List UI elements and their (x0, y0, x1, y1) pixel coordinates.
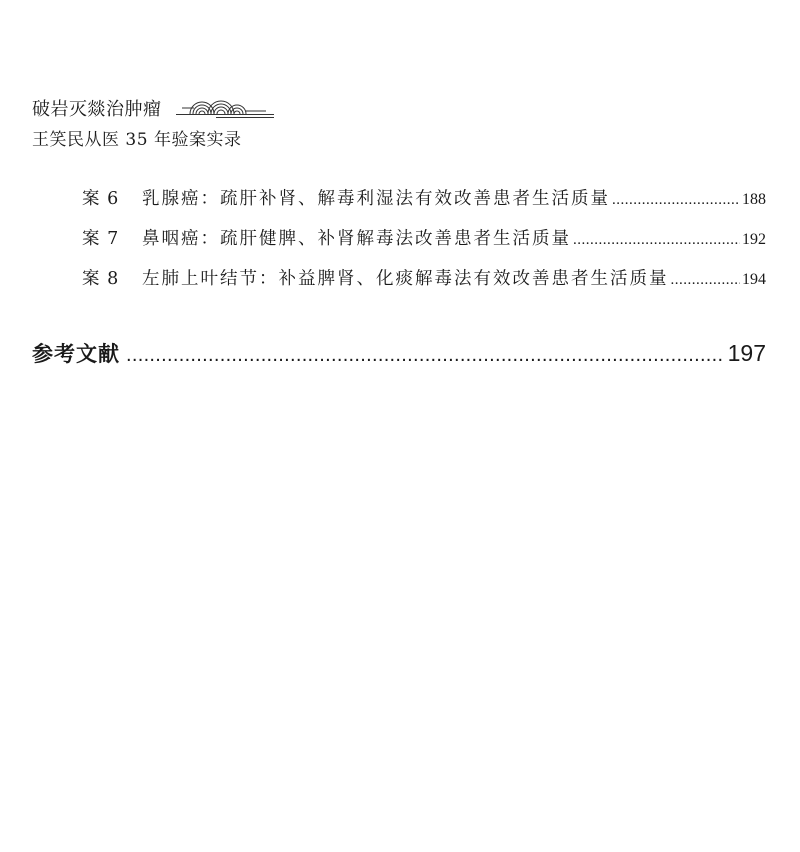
book-subtitle: 王笑民从医 35 年验案实录 (32, 130, 242, 150)
dot-leader (126, 344, 724, 367)
page-number: 188 (742, 191, 766, 208)
entry-title: 左肺上叶结节：补益脾肾、化痰解毒法有效改善患者生活质量 (142, 269, 669, 289)
table-of-contents (82, 184, 766, 304)
header-title-row (32, 92, 276, 122)
toc-entry-case-6[interactable] (82, 184, 766, 224)
case-number: 案 7 (82, 229, 120, 249)
case-number: 案 6 (82, 189, 120, 209)
references-title: 参考文献 (32, 342, 120, 366)
dot-leader (573, 225, 740, 255)
entry-title: 鼻咽癌：疏肝健脾、补肾解毒法改善患者生活质量 (142, 229, 571, 249)
toc-entry-case-7[interactable] (82, 224, 766, 264)
entry-title: 乳腺癌：疏肝补肾、解毒利湿法有效改善患者生活质量 (142, 189, 610, 209)
auspicious-cloud-icon (176, 92, 276, 120)
book-title: 破岩灭燚治肿瘤 (32, 99, 162, 120)
dot-leader (671, 265, 741, 295)
running-header (32, 92, 276, 152)
page-number: 194 (742, 271, 766, 288)
case-number: 案 8 (82, 269, 120, 289)
toc-entry-references[interactable] (32, 338, 766, 368)
page-number: 192 (742, 231, 766, 248)
page-number: 197 (727, 340, 766, 366)
dot-leader (612, 185, 740, 215)
toc-entry-case-8[interactable] (82, 264, 766, 304)
